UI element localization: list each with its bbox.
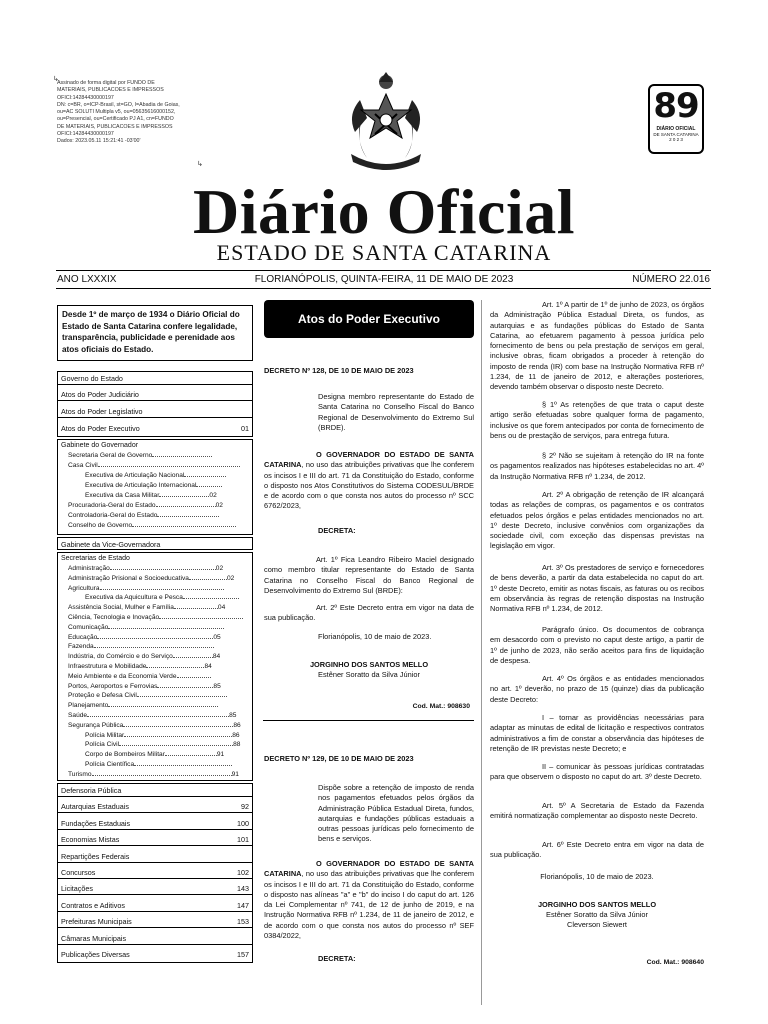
decree-place: Florianópolis, 10 de maio de 2023.	[318, 632, 432, 641]
toc-item-label: Planejamento	[68, 702, 109, 710]
toc-item-page: 86	[232, 731, 240, 739]
edition-date: FLORIANÓPOLIS, QUINTA-FEIRA, 11 DE MAIO DE 2023	[254, 274, 514, 285]
toc-leader	[165, 755, 217, 756]
toc-leader	[177, 677, 211, 678]
badge-year: 2 0 2 3	[669, 137, 683, 142]
toc-item-page: 05	[213, 633, 221, 641]
toc-secretarias	[57, 552, 253, 781]
signature-line: MATERIAIS, PUBLICACOES E IMPRESSOS	[57, 87, 164, 94]
edition-badge	[648, 84, 704, 154]
toc-item[interactable]	[68, 770, 239, 780]
signature-line: DN: c=BR, o=ICP-Brasil, st=GO, l=Abadia de Goias,	[57, 101, 180, 108]
toc-item[interactable]	[58, 882, 252, 895]
decree-cod: Cod. Mat.: 908640	[646, 959, 704, 966]
toc-item[interactable]	[85, 750, 224, 760]
toc-leader	[119, 745, 233, 746]
toc-item[interactable]	[58, 948, 252, 961]
toc-leader	[146, 667, 204, 668]
toc-item-label: Turismo	[68, 770, 92, 778]
decree-article: Art. 1º Fica Leandro Ribeiro Maciel designado como membro titular representante do Estado de Santa Catarina no Conselho Fiscal do Banco Regional de Desenvolvimento do Extremo Sul (BRDE):	[264, 555, 474, 595]
toc-item[interactable]: Governo do Estado	[58, 372, 252, 385]
toc-leader	[173, 657, 213, 658]
toc-item[interactable]	[68, 633, 221, 643]
decree-title: DECRETO Nº 129, DE 10 DE MAIO DE 2023	[264, 754, 414, 763]
toc-leader	[174, 608, 218, 609]
signature-mark: ↳	[197, 161, 203, 168]
signature-line: DE MATERIAIS, PUBLICACOES E IMPRESSOS	[57, 123, 173, 130]
toc-item[interactable]: Gabinete da Vice-Governadora	[61, 540, 161, 549]
toc-item-page: 91	[216, 751, 225, 759]
signature-line: Assinado de forma digital por FUNDO DE	[57, 80, 155, 86]
toc-item-label: Portos, Aeroportos e Ferrovias	[68, 682, 158, 690]
toc-item[interactable]	[58, 850, 252, 863]
toc-leader	[137, 696, 227, 697]
toc-item[interactable]	[68, 672, 211, 682]
toc-item[interactable]: Executiva de Articulação Internacional	[85, 481, 222, 491]
decree-signer: JORGINHO DOS SANTOS MELLO	[309, 660, 429, 669]
toc-item-label: Meio Ambiente e da Economia Verde	[68, 672, 177, 680]
toc-item-label: Publicações Diversas	[61, 950, 130, 959]
toc-item[interactable]	[68, 564, 223, 574]
toc-item-label: Agricultura	[68, 584, 100, 592]
column-divider	[481, 300, 482, 1005]
toc-item-page: 02	[215, 565, 224, 572]
toc-item-label: Defensoria Pública	[61, 786, 122, 795]
toc-leader	[123, 726, 233, 727]
toc-item-page: 92	[241, 802, 249, 812]
toc-item[interactable]: Executiva de Articulação Nacional	[85, 471, 226, 481]
badge-sublabel: DE SANTA CATARINA	[653, 132, 699, 137]
toc-item[interactable]	[68, 642, 214, 652]
toc-item-page: 147	[237, 900, 249, 910]
decree-article: Art. 3º Os prestadores de serviço e fornecedores de bens deverão, a partir da data estabelecida no caput do art. 1º deste Decreto, emitir as notas fiscais, as faturas ou os recibos em observância às regras de retenção dispostas na Instrução Normativa RFB nº 1.234, de 2012.	[490, 563, 704, 614]
toc-item-label: Executiva da Aquicultura e Pesca	[85, 594, 183, 602]
decree-article: § 2º Não se sujeitam à retenção do IR na fonte os pagamentos realizados nas hipóteses estabelecidas no art. 4º da Instrução Normativa RFB nº 1.234, de 2012.	[490, 451, 704, 481]
decree-article: Art. 6º Este Decreto entra em vigor na data de sua publicação.	[490, 840, 704, 860]
toc-item-label: Polícia Científica	[85, 761, 135, 768]
toc-item-label: Corpo de Bombeiros Militar	[85, 751, 165, 759]
toc-leader	[134, 765, 232, 766]
decree-article: § 1º As retenções de que trata o caput deste artigo serão efetuadas sobre qualquer forma de pagamento, inclusive os que forem antecipados por conta de fornecimento de bens ou de prestação de serviços, para entrega futura.	[490, 400, 704, 440]
toc-item[interactable]	[58, 784, 252, 797]
decree-preamble: O GOVERNADOR DO ESTADO DE SANTA CATARINA, no uso das atribuições privativas que lhe conferem os incisos I e III do art. 71 da Constituição do Estado, conforme o disposto nas alíneas "a" e "b" do inciso I do caput do art. 126 da Lei Complementar nº 741, de 12 de junho de 2019, e na Instrução Normativa RFB nº 1.234, de 11 de janeiro de 2012, e de acordo com o que consta nos autos do processo nº SEF 0384/2022,	[264, 859, 474, 941]
toc-leader	[108, 628, 224, 629]
toc-item-page: 101	[237, 835, 249, 845]
toc-item-label: Administração Prisional e Socioeducativa	[68, 574, 189, 582]
decree-ementa: Designa membro representante do Estado de Santa Catarina no Conselho Fiscal do Banco Regional de Desenvolvimento do Extremo Sul (BRDE).	[318, 392, 474, 432]
signature-mark: ↳	[53, 76, 59, 83]
toc-item-page: 100	[237, 818, 249, 828]
divider	[263, 720, 474, 721]
toc-item[interactable]	[85, 731, 240, 741]
toc-item[interactable]: Executiva da Casa Militar 02	[85, 492, 217, 499]
signature-line: Dados: 2023.05.11 15:21:41 -03'00'	[57, 138, 141, 145]
toc-item-label: Fundações Estaduais	[61, 818, 131, 828]
toc-item-label: Indústria, do Comércio e do Serviço	[68, 653, 173, 661]
toc-item-label: Polícia Civil	[85, 741, 120, 749]
decree-place: Florianópolis, 10 de maio de 2023.	[540, 872, 654, 881]
toc-item[interactable]	[68, 721, 241, 731]
toc-item[interactable]	[85, 740, 240, 750]
toc-item[interactable]	[68, 623, 224, 633]
decree-cosigner: Cleverson Siewert	[567, 920, 627, 929]
toc-item-page: 86	[233, 721, 241, 729]
toc-item[interactable]	[68, 701, 218, 711]
decree-cosigner: Estêner Soratto da Silva Júnior	[318, 670, 420, 679]
toc-item[interactable]: Secretaria Geral de Governo	[68, 451, 212, 461]
toc-item[interactable]	[58, 800, 252, 813]
masthead-title: Diário Oficial	[192, 176, 576, 247]
toc-top	[57, 371, 253, 437]
toc-item-label: Segurança Pública	[68, 721, 124, 729]
toc-item-label: Autarquias Estaduais	[61, 802, 129, 812]
toc-item[interactable]	[58, 932, 252, 945]
masthead-subtitle: ESTADO DE SANTA CATARINA	[216, 240, 552, 265]
decree-title: DECRETO Nº 128, DE 10 DE MAIO DE 2023	[264, 366, 414, 375]
decree-article: Art. 1º A partir de 1º de junho de 2023, os órgãos da Administração Pública Estadual Direta, os fundos, as autarquias e as fundações públicas do Estado de Santa Catarina, ao efetuarem pagamento à pessoa jurídica pelo fornecimento de bens ou pela prestação de serviços em geral, inclusive obras, ficam obrigados a proceder à retenção do imposto de renda (IR) com base na Instrução Normativa RFB nº 1.234, de 11 de janeiro de 2012, e alterações posteriores, devendo também observar o disposto neste Decreto.	[490, 300, 704, 392]
divider	[56, 270, 711, 271]
toc-item-page: 91	[231, 770, 239, 778]
toc-item-label: Comunicação	[68, 623, 109, 631]
toc-item-label: Licitações	[61, 884, 93, 894]
toc-item-label: Saúde	[68, 712, 88, 719]
toc-heading: Gabinete do Governador	[61, 442, 139, 449]
toc-item-page: 02	[226, 574, 235, 582]
decree-article: I – tornar as providências necessárias para adaptar as minutas de edital de licitação e respectivos contratos administrativos a fim de constar a observância das hipóteses de retenção de IR previstas neste Decreto; e	[490, 713, 704, 753]
toc-bottom	[57, 783, 253, 963]
toc-item-label: Câmaras Municipais	[61, 933, 127, 943]
toc-item[interactable]	[58, 866, 252, 879]
toc-item[interactable]: Atos do Poder Judiciário	[58, 388, 252, 401]
toc-item-label: Fazenda	[68, 643, 94, 651]
section-header: Atos do Poder Executivo	[264, 300, 474, 338]
digital-signature	[57, 80, 207, 146]
toc-leader	[108, 706, 218, 707]
toc-item[interactable]	[58, 915, 252, 928]
toc-heading: Secretarias de Estado	[61, 555, 130, 562]
toc-item[interactable]	[68, 584, 224, 594]
edition-number: NÚMERO 22.016	[632, 274, 710, 285]
toc-item[interactable]	[68, 691, 227, 701]
toc-leader	[110, 569, 216, 570]
toc-leader	[157, 687, 213, 688]
toc-item[interactable]: Atos do Poder Executivo 01	[61, 424, 249, 433]
toc-item[interactable]	[68, 711, 236, 721]
badge-label: DIÁRIO OFICIAL	[656, 126, 696, 132]
toc-leader	[94, 647, 214, 648]
toc-item[interactable]	[68, 574, 234, 584]
decree-cod: Cod. Mat.: 908630	[412, 703, 470, 710]
toc-item-label: Assistência Social, Mulher e Família	[68, 604, 174, 612]
toc-item[interactable]	[68, 682, 221, 692]
toc-item[interactable]: Procuradoria-Geral do Estado 02	[68, 502, 223, 509]
toc-item-label: Polícia Militar	[85, 731, 125, 739]
toc-leader	[159, 618, 243, 619]
divider	[56, 288, 711, 289]
toc-item[interactable]: Casa Civil	[68, 461, 240, 471]
toc-item-page: 84	[204, 663, 212, 670]
toc-leader	[92, 775, 232, 776]
toc-item[interactable]	[85, 593, 239, 603]
toc-leader	[183, 598, 239, 599]
toc-leader	[97, 638, 213, 639]
signature-line: OFICI:14284430000197	[57, 94, 114, 101]
toc-item-label: Economias Mistas	[61, 835, 120, 845]
signature-line: ou=AC SOLUTI Multipla v5, ou=05635616000152,	[57, 109, 176, 116]
decree-signer: JORGINHO DOS SANTOS MELLO	[537, 900, 657, 909]
decree-cosigner: Estêner Soratto da Silva Júnior	[546, 910, 648, 919]
toc-item-page: 85	[213, 682, 221, 690]
signature-line: OFICI:14284430000197	[57, 131, 114, 138]
decree-article: Parágrafo único. Os documentos de cobrança em desacordo com o previsto no caput deste artigo, a partir de 1º de junho de 2023, não serão aceitos para fins de liquidação de despesa.	[490, 625, 704, 665]
toc-item-label: Educação	[68, 633, 98, 641]
toc-item-label: Administração	[68, 565, 110, 572]
toc-item-page: 84	[212, 653, 221, 661]
toc-item-label: Proteção e Defesa Civil	[68, 692, 137, 700]
decree-decreta: DECRETA:	[318, 526, 356, 535]
toc-item[interactable]	[68, 613, 243, 623]
toc-item-page: 04	[217, 604, 226, 612]
edition-year: ANO LXXXIX	[57, 274, 117, 285]
toc-item-page: 102	[237, 868, 249, 877]
toc-item-page: 143	[237, 884, 249, 894]
decree-article: Art. 2º Este Decreto entra em vigor na data de sua publicação.	[264, 603, 474, 623]
decree-article: II – comunicar às pessoas jurídicas contratadas para que observem o disposto no caput do art. 3º deste Decreto.	[490, 762, 704, 782]
toc-leader	[100, 589, 224, 590]
toc-item[interactable]: Atos do Poder Legislativo	[58, 405, 252, 418]
coat-of-arms-icon	[345, 70, 427, 170]
toc-item-page: 85	[229, 712, 237, 719]
toc-item[interactable]	[58, 817, 252, 830]
decree-decreta: DECRETA:	[318, 954, 356, 963]
badge-number: 89	[653, 86, 699, 126]
toc-item-label: Infraestrutura e Mobilidade	[68, 663, 147, 670]
signature-line: ou=Presencial, ou=Certificado PJ A1, cn=FUNDO	[57, 116, 174, 123]
toc-item[interactable]: Conselho de Governo	[68, 521, 236, 531]
toc-item[interactable]	[68, 662, 212, 672]
toc-item[interactable]	[58, 833, 252, 846]
intro-box: Desde 1º de março de 1934 o Diário Oficial do Estado de Santa Catarina confere legalidade, transparência, publicidade e perenidade aos atos oficiais do Estado.	[57, 305, 253, 361]
toc-gabinete	[57, 439, 253, 535]
toc-item-page: 157	[237, 950, 249, 959]
toc-item-page: 153	[237, 917, 249, 927]
toc-item-label: Concursos	[61, 868, 96, 877]
toc-leader	[124, 736, 232, 737]
decree-preamble: O GOVERNADOR DO ESTADO DE SANTA CATARINA, no uso das atribuições privativas que lhe conferem os incisos I e III do art. 71 da Constituição do Estado, conforme o disposto nos Atos Constitutivos do Sistema CODESUL/BRDE e de acordo com o que consta nos autos do processo nº SCC 6762/2023,	[264, 450, 474, 511]
toc-item[interactable]	[68, 652, 220, 662]
decree-ementa: Dispõe sobre a retenção de imposto de renda nos pagamentos efetuados pelos órgãos da Administração Pública Estadual Direta, fundos, autarquias e fundações públicas estaduais a outras pessoas jurídicas pelo fornecimento de bens e serviços.	[318, 783, 474, 844]
toc-item[interactable]	[68, 603, 225, 613]
decree-article: Art. 4º Os órgãos e as entidades mencionados no art. 1º deverão, no prazo de 15 (quinze) dias da publicação deste Decreto:	[490, 674, 704, 704]
toc-leader	[87, 716, 229, 717]
toc-item-label: Ciência, Tecnologia e Inovação	[68, 614, 160, 621]
toc-item[interactable]	[58, 899, 252, 912]
toc-item[interactable]: Controladoria-Geral do Estado	[68, 511, 219, 521]
decree-article: Art. 5º A Secretaria de Estado da Fazenda emitirá normatização complementar ao disposto neste Decreto.	[490, 801, 704, 821]
toc-item-label: Repartições Federais	[61, 851, 130, 861]
toc-item-page: 88	[233, 741, 241, 749]
toc-item[interactable]	[85, 760, 232, 770]
toc-item-label: Contratos e Aditivos	[61, 900, 125, 910]
toc-item-label: Prefeituras Municipais	[61, 917, 132, 927]
toc-vice	[57, 537, 253, 550]
toc-leader	[189, 579, 227, 580]
decree-article: Art. 2º A obrigação de retenção de IR alcançará todas as relações de compras, os pagamentos e os contratos efetuados pelos órgãos e pelas entidades mencionados no art. 1º deste Decreto, inclusive convênios com organizações da sociedade civil, com exceção das dispensas previstas na legislação em vigor.	[490, 490, 704, 551]
